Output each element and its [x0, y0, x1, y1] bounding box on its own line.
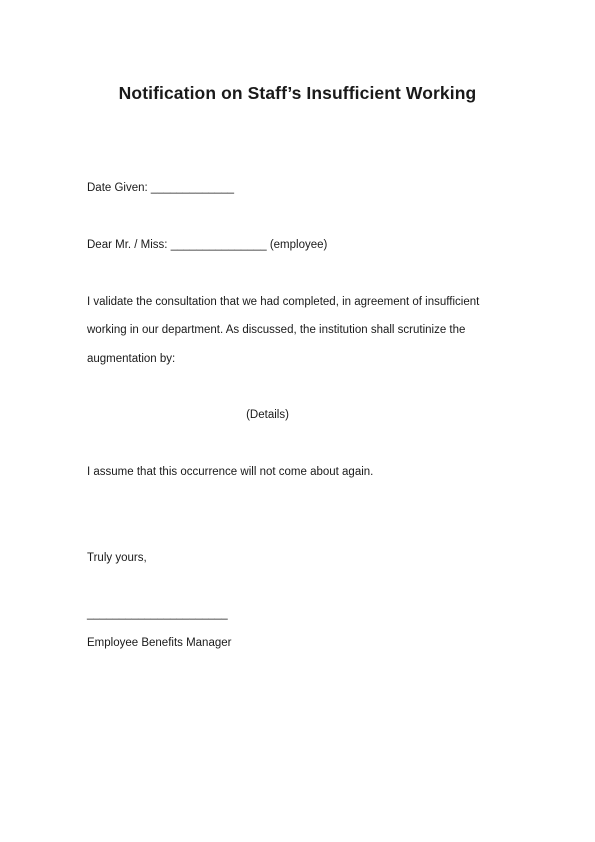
document-title: Notification on Staff’s Insufficient Working: [118, 83, 477, 103]
signer-title: Employee Benefits Manager: [87, 637, 232, 649]
details-placeholder: (Details): [246, 409, 289, 421]
date-given-line: Date Given: _____________: [87, 182, 235, 194]
body-line-2: working in our department. As discussed, the institution shall scrutinize the: [87, 324, 466, 336]
signature-line: ______________________: [87, 608, 228, 620]
sign-off: Truly yours,: [87, 552, 147, 564]
body-line-1: I validate the consultation that we had completed, in agreement of insufficient: [87, 296, 480, 308]
closing-statement: I assume that this occurrence will not come about again.: [87, 466, 374, 478]
salutation-line: Dear Mr. / Miss: _______________ (employee): [87, 239, 328, 251]
body-line-3: augmentation by:: [87, 353, 176, 365]
